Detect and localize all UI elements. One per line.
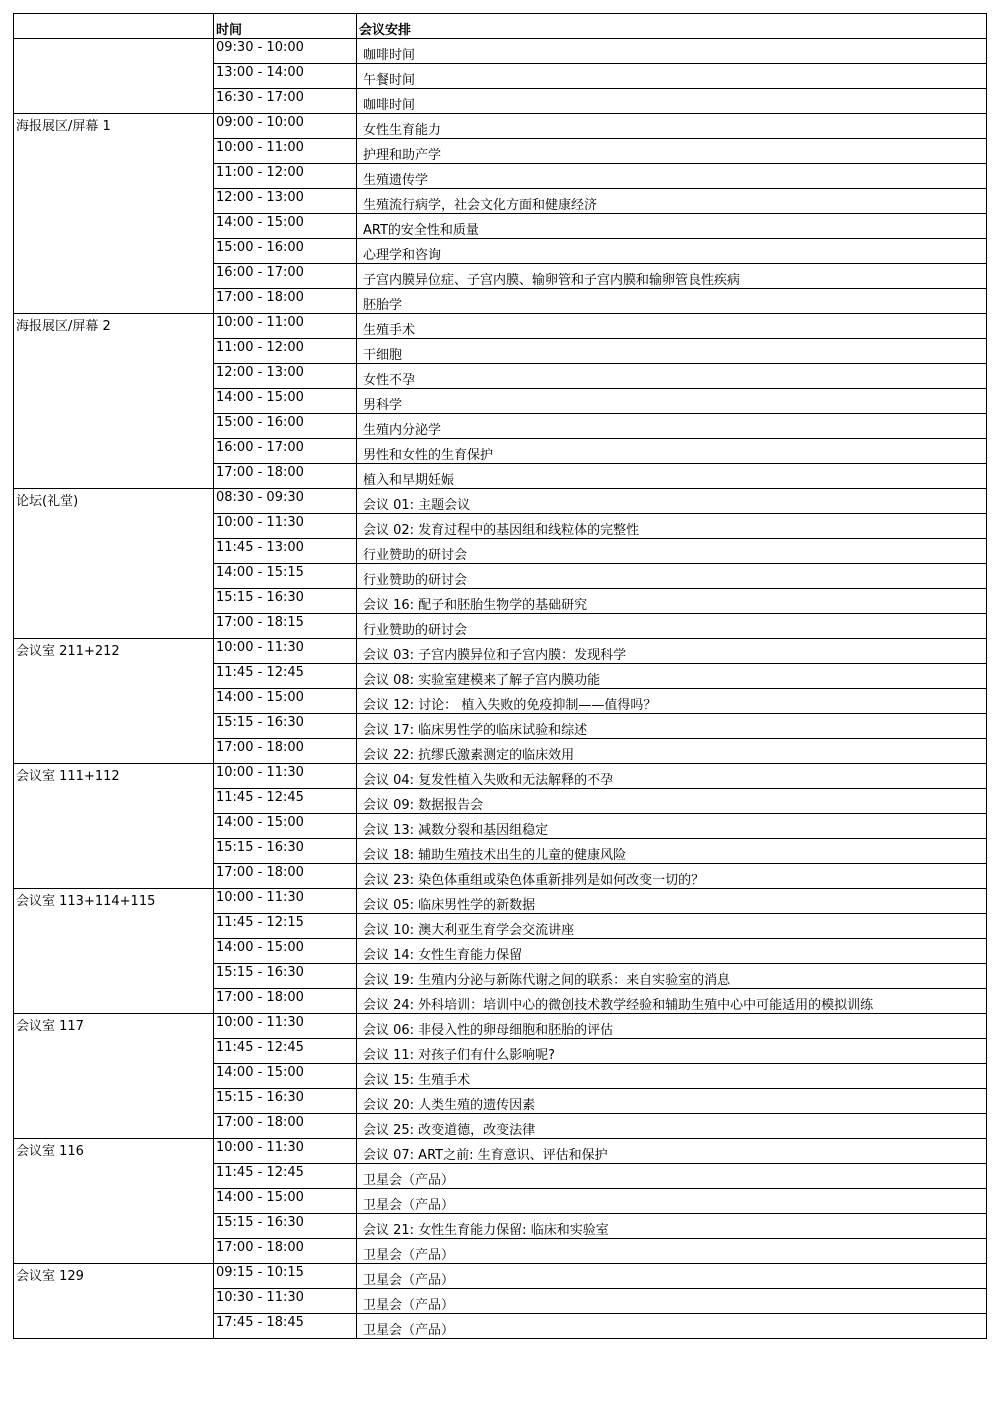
session-cell: 会议 20: 人类生殖的遗传因素 <box>357 1089 987 1114</box>
session-cell: 卫星会（产品） <box>357 1314 987 1339</box>
time-cell: 14:00 - 15:15 <box>214 564 357 589</box>
session-cell: 卫星会（产品） <box>357 1189 987 1214</box>
time-cell: 10:00 - 11:30 <box>214 639 357 664</box>
session-cell: 子宫内膜异位症、子宫内膜、输卵管和子宫内膜和输卵管良性疾病 <box>357 264 987 289</box>
venue-cell: 会议室 117 <box>14 1014 214 1139</box>
session-cell: 干细胞 <box>357 339 987 364</box>
time-cell: 14:00 - 15:00 <box>214 1064 357 1089</box>
session-cell: 生殖遗传学 <box>357 164 987 189</box>
time-cell: 15:15 - 16:30 <box>214 839 357 864</box>
session-cell: 护理和助产学 <box>357 139 987 164</box>
session-cell: 会议 22: 抗缪氏激素测定的临床效用 <box>357 739 987 764</box>
venue-cell: 海报展区/屏幕 2 <box>14 314 214 489</box>
time-cell: 10:00 - 11:30 <box>214 889 357 914</box>
time-cell: 11:45 - 12:45 <box>214 1164 357 1189</box>
session-cell: 会议 07: ART之前: 生育意识、评估和保护 <box>357 1139 987 1164</box>
session-cell: 会议 02: 发育过程中的基因组和线粒体的完整性 <box>357 514 987 539</box>
time-cell: 15:15 - 16:30 <box>214 964 357 989</box>
header-row <box>14 14 987 39</box>
venue-cell: 会议室 113+114+115 <box>14 889 214 1014</box>
time-cell: 14:00 - 15:00 <box>214 939 357 964</box>
session-cell: 咖啡时间 <box>357 39 987 64</box>
time-cell: 17:45 - 18:45 <box>214 1314 357 1339</box>
time-cell: 16:30 - 17:00 <box>214 89 357 114</box>
table-row <box>14 764 987 789</box>
session-cell: 胚胎学 <box>357 289 987 314</box>
session-cell: 午餐时间 <box>357 64 987 89</box>
session-cell: 会议 18: 辅助生殖技术出生的儿童的健康风险 <box>357 839 987 864</box>
time-cell: 10:30 - 11:30 <box>214 1289 357 1314</box>
time-cell: 17:00 - 18:15 <box>214 614 357 639</box>
table-row <box>14 1264 987 1289</box>
session-cell: 会议 06: 非侵入性的卵母细胞和胚胎的评估 <box>357 1014 987 1039</box>
venue-cell: 会议室 116 <box>14 1139 214 1264</box>
session-cell: 会议 23: 染色体重组或染色体重新排列是如何改变一切的？ <box>357 864 987 889</box>
schedule-body <box>14 39 987 1339</box>
time-cell: 08:30 - 09:30 <box>214 489 357 514</box>
time-cell: 14:00 - 15:00 <box>214 689 357 714</box>
venue-cell: 会议室 129 <box>14 1264 214 1339</box>
session-cell: 卫星会（产品） <box>357 1239 987 1264</box>
venue-cell: 会议室 111+112 <box>14 764 214 889</box>
session-cell: 会议 14: 女性生育能力保留 <box>357 939 987 964</box>
session-cell: 女性生育能力 <box>357 114 987 139</box>
table-row <box>14 114 987 139</box>
session-cell: 行业赞助的研讨会 <box>357 539 987 564</box>
session-cell: 行业赞助的研讨会 <box>357 614 987 639</box>
venue-column-header <box>14 14 214 39</box>
session-cell: 会议 04: 复发性植入失败和无法解释的不孕 <box>357 764 987 789</box>
session-cell: 会议 24: 外科培训：培训中心的微创技术教学经验和辅助生殖中心中可能适用的模拟训练 <box>357 989 987 1014</box>
time-cell: 14:00 - 15:00 <box>214 214 357 239</box>
venue-cell: 论坛(礼堂) <box>14 489 214 639</box>
session-cell: 卫星会（产品） <box>357 1164 987 1189</box>
session-cell: 生殖手术 <box>357 314 987 339</box>
session-cell: 会议 09: 数据报告会 <box>357 789 987 814</box>
time-cell: 17:00 - 18:00 <box>214 739 357 764</box>
time-cell: 13:00 - 14:00 <box>214 64 357 89</box>
session-cell: 会议 13: 减数分裂和基因组稳定 <box>357 814 987 839</box>
session-cell: 卫星会（产品） <box>357 1264 987 1289</box>
session-cell: 生殖内分泌学 <box>357 414 987 439</box>
time-cell: 11:45 - 12:45 <box>214 664 357 689</box>
time-cell: 16:00 - 17:00 <box>214 439 357 464</box>
time-cell: 09:30 - 10:00 <box>214 39 357 64</box>
time-cell: 10:00 - 11:30 <box>214 514 357 539</box>
time-cell: 11:45 - 12:45 <box>214 789 357 814</box>
session-cell: 会议 15: 生殖手术 <box>357 1064 987 1089</box>
session-cell: 植入和早期妊娠 <box>357 464 987 489</box>
session-cell: 男科学 <box>357 389 987 414</box>
time-cell: 12:00 - 13:00 <box>214 364 357 389</box>
table-row <box>14 1139 987 1164</box>
time-cell: 10:00 - 11:30 <box>214 764 357 789</box>
time-cell: 15:15 - 16:30 <box>214 714 357 739</box>
time-cell: 16:00 - 17:00 <box>214 264 357 289</box>
schedule-table <box>13 13 987 1339</box>
time-cell: 17:00 - 18:00 <box>214 464 357 489</box>
table-row <box>14 314 987 339</box>
time-cell: 12:00 - 13:00 <box>214 189 357 214</box>
time-cell: 15:15 - 16:30 <box>214 589 357 614</box>
time-cell: 15:15 - 16:30 <box>214 1214 357 1239</box>
session-cell: 会议 01: 主题会议 <box>357 489 987 514</box>
table-row <box>14 39 987 64</box>
time-cell: 11:00 - 12:00 <box>214 339 357 364</box>
session-cell: 男性和女性的生育保护 <box>357 439 987 464</box>
venue-cell <box>14 39 214 114</box>
time-cell: 17:00 - 18:00 <box>214 1114 357 1139</box>
session-cell: 会议 11: 对孩子们有什么影响呢? <box>357 1039 987 1064</box>
session-cell: 卫星会（产品） <box>357 1289 987 1314</box>
time-cell: 14:00 - 15:00 <box>214 814 357 839</box>
session-cell: 女性不孕 <box>357 364 987 389</box>
session-cell: 心理学和咨询 <box>357 239 987 264</box>
time-cell: 11:00 - 12:00 <box>214 164 357 189</box>
session-cell: 咖啡时间 <box>357 89 987 114</box>
session-cell: 会议 16: 配子和胚胎生物学的基础研究 <box>357 589 987 614</box>
time-cell: 11:45 - 12:15 <box>214 914 357 939</box>
session-cell: ART的安全性和质量 <box>357 214 987 239</box>
time-cell: 14:00 - 15:00 <box>214 389 357 414</box>
time-cell: 10:00 - 11:30 <box>214 1014 357 1039</box>
time-cell: 15:00 - 16:00 <box>214 414 357 439</box>
time-cell: 14:00 - 15:00 <box>214 1189 357 1214</box>
time-cell: 09:00 - 10:00 <box>214 114 357 139</box>
time-cell: 10:00 - 11:00 <box>214 314 357 339</box>
time-cell: 15:00 - 16:00 <box>214 239 357 264</box>
session-cell: 会议 25: 改变道德，改变法律 <box>357 1114 987 1139</box>
time-cell: 15:15 - 16:30 <box>214 1089 357 1114</box>
table-row <box>14 889 987 914</box>
venue-cell: 会议室 211+212 <box>14 639 214 764</box>
session-cell: 会议 12: 讨论： 植入失败的免疫抑制——值得吗？ <box>357 689 987 714</box>
session-column-header: 会议安排 <box>357 14 987 39</box>
table-row <box>14 639 987 664</box>
session-cell: 行业赞助的研讨会 <box>357 564 987 589</box>
time-cell: 17:00 - 18:00 <box>214 1239 357 1264</box>
session-cell: 生殖流行病学，社会文化方面和健康经济 <box>357 189 987 214</box>
time-cell: 10:00 - 11:00 <box>214 139 357 164</box>
session-cell: 会议 19: 生殖内分泌与新陈代谢之间的联系：来自实验室的消息 <box>357 964 987 989</box>
time-cell: 11:45 - 13:00 <box>214 539 357 564</box>
session-cell: 会议 03: 子宫内膜异位和子宫内膜：发现科学 <box>357 639 987 664</box>
venue-cell: 海报展区/屏幕 1 <box>14 114 214 314</box>
time-cell: 11:45 - 12:45 <box>214 1039 357 1064</box>
time-cell: 09:15 - 10:15 <box>214 1264 357 1289</box>
table-row <box>14 489 987 514</box>
time-cell: 10:00 - 11:30 <box>214 1139 357 1164</box>
session-cell: 会议 08: 实验室建模来了解子宫内膜功能 <box>357 664 987 689</box>
time-cell: 17:00 - 18:00 <box>214 289 357 314</box>
table-row <box>14 1014 987 1039</box>
time-column-header: 时间 <box>214 14 357 39</box>
session-cell: 会议 21: 女性生育能力保留: 临床和实验室 <box>357 1214 987 1239</box>
session-cell: 会议 10: 澳大利亚生育学会交流讲座 <box>357 914 987 939</box>
session-cell: 会议 17: 临床男性学的临床试验和综述 <box>357 714 987 739</box>
session-cell: 会议 05: 临床男性学的新数据 <box>357 889 987 914</box>
time-cell: 17:00 - 18:00 <box>214 989 357 1014</box>
time-cell: 17:00 - 18:00 <box>214 864 357 889</box>
